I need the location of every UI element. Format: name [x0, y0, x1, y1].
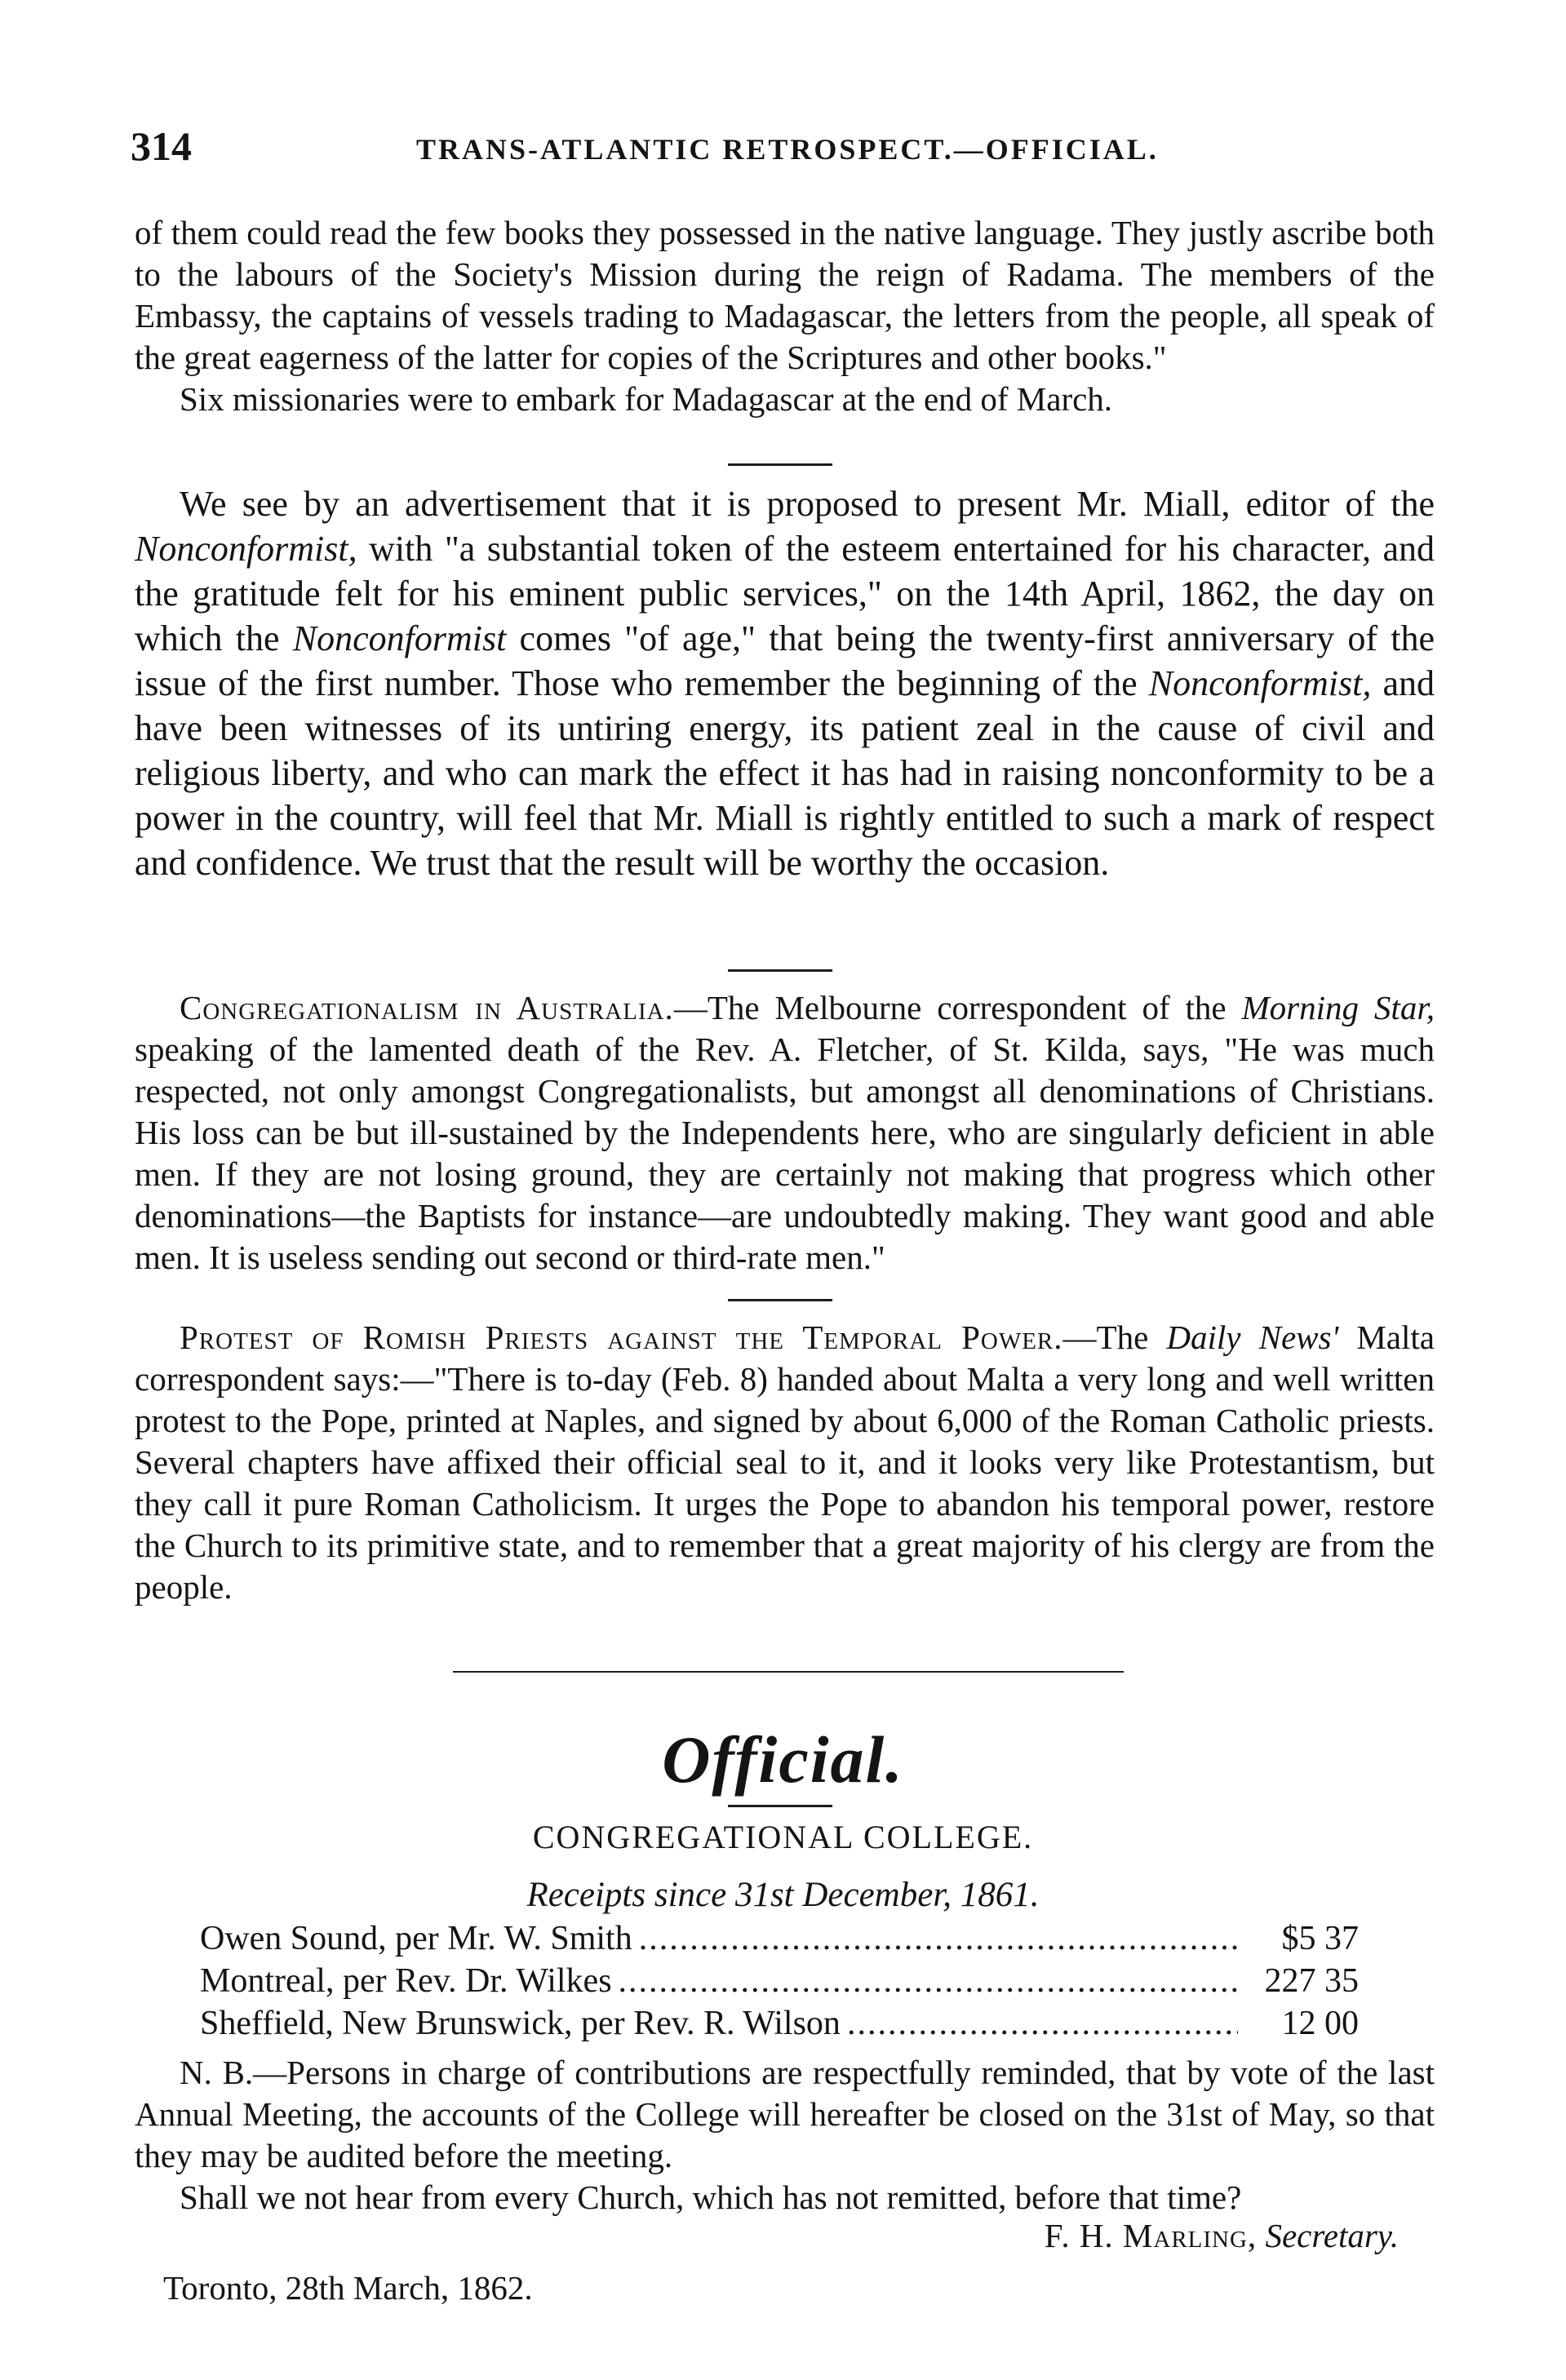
receipt-row: Owen Sound, per Mr. W. Smith ..... $5 37 — [200, 1917, 1359, 1960]
receipt-row: Montreal, per Rev. Dr. Wilkes ..... 227 35 — [200, 1960, 1359, 2002]
madagascar-section — [135, 212, 1435, 420]
receipts-heading: Receipts since 31st December, 1861. — [526, 1876, 1040, 1914]
signature-name: F. H. Marling, — [1044, 2217, 1258, 2254]
page-header — [131, 122, 1436, 171]
section-divider — [728, 969, 832, 972]
official-divider — [453, 1671, 1124, 1673]
receipt-row: Sheffield, New Brunswick, per Rev. R. Wilson ..... 12 00 — [200, 2002, 1359, 2045]
section-divider — [728, 463, 832, 466]
missionaries-paragraph: Six missionaries were to embark for Madagascar at the end of March. — [180, 380, 1113, 418]
australia-heading: Congregationalism in Australia. — [180, 989, 674, 1026]
section-divider — [728, 1805, 832, 1807]
miall-paragraph: We see by an advertisement that it is proposed to present Mr. Miall, editor of the Nonconformist, with "a substantial token of the esteem entertained for his character, and the gratitude felt for his eminent public services," on the 14th April, 1862, the day on which the Nonconformist comes "of age," that being the twenty-first anniversary of the issue of the first number. Those who remember the beginning of the Nonconformist, and have been witnesses of its untiring energy, its patient zeal in the cause of civil and religious liberty, and who can mark the effect it has had in raising nonconformity to be a power in the country, will feel that Mr. Miall is rightly entitled to such a mark of respect and confidence. We trust that the result will be worthy the occasion. — [135, 484, 1435, 883]
college-title: CONGREGATIONAL COLLEGE. — [532, 1819, 1034, 1855]
signature — [1045, 2216, 1399, 2255]
australia-paragraph: Congregationalism in Australia.—The Melbourne correspondent of the Morning Star, speaking of the lamented death of the Rev. A. Fletcher, of St. Kilda, says, "He was much respected, not only amongst Congregationalists, but amongst all denominations of Christians. His loss can be but ill-sustained by the Independents here, who are singularly deficient in able men. If they are not losing ground, they are certainly not making that progress which other denominations—the Baptists for instance—are undoubtedly making. They want good and able men. It is useless sending out second or third-rate men." — [135, 989, 1435, 1276]
miall-section — [135, 481, 1435, 885]
madagascar-paragraph: of them could read the few books they possessed in the native language. They justly ascribe both to the labours of the Society's Mission during the reign of Radama. The members of the Embassy, the captains of vessels trading to Madagascar, the letters from the people, all speak of the great eagerness of the latter for copies of the Scriptures and other books." — [135, 214, 1435, 376]
running-head: TRANS-ATLANTIC RETROSPECT.—OFFICIAL. — [416, 133, 1159, 166]
protest-paragraph: Protest of Romish Priests against the Temporal Power.—The Daily News' Malta correspondent says:—"There is to-day (Feb. 8) handed about Malta a very long and well written protest to the Pope, printed at Naples, and signed by about 6,000 of the Roman Catholic priests. Several chapters have affixed their official seal to it, and it looks very like Protestantism, but they call it pure Roman Catholicism. It urges the Pope to abandon his temporal power, restore the Church to its primitive state, and to remember that a great majority of his clergy are from the people. — [135, 1319, 1435, 1606]
section-divider — [728, 1299, 832, 1301]
nb-paragraph: N. B.—Persons in charge of contributions are respectfully reminded, that by vote of the last Annual Meeting, the accounts of the College will hereafter be closed on the 31st of May, so that they may be audited before the meeting. — [135, 2054, 1435, 2174]
australia-section — [135, 987, 1435, 1279]
official-section-title: Official. — [662, 1722, 904, 1797]
notice-section — [135, 2052, 1435, 2218]
signature-title: Secretary. — [1265, 2217, 1399, 2254]
receipts-list — [200, 1917, 1359, 2045]
protest-section — [135, 1317, 1435, 1608]
appeal-paragraph: Shall we not hear from every Church, which has not remitted, before that time? — [180, 2178, 1242, 2216]
protest-heading: Protest of Romish Priests against the Temporal Power. — [180, 1319, 1063, 1356]
dateline: Toronto, 28th March, 1862. — [163, 2269, 533, 2307]
page-number: 314 — [131, 123, 192, 169]
